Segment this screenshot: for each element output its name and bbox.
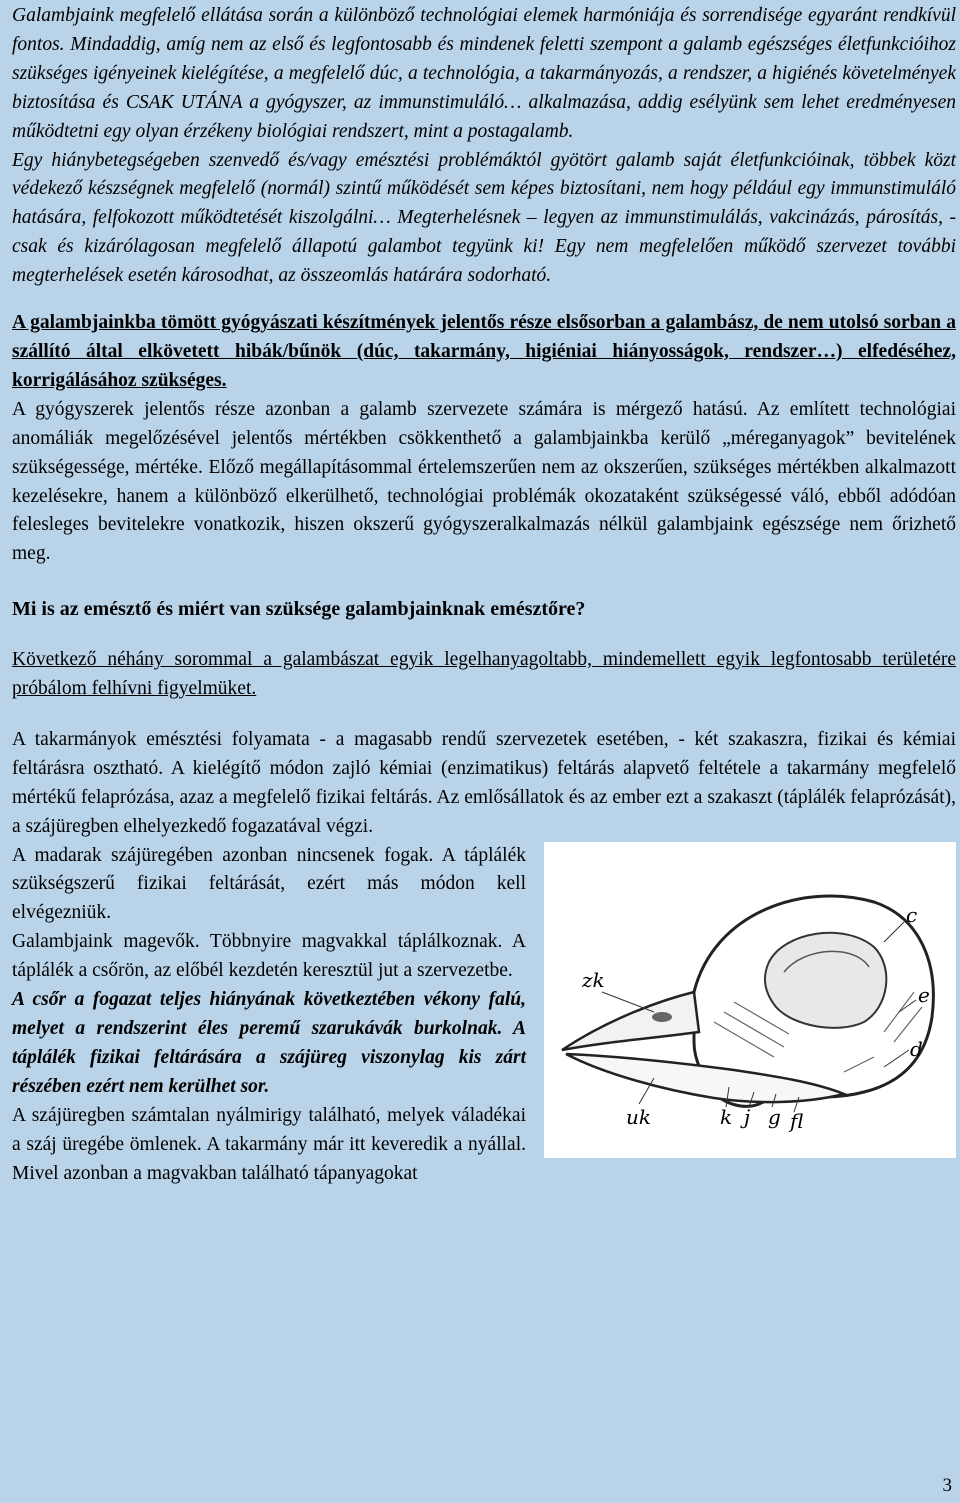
label-uk: uk	[626, 1104, 651, 1129]
toxicity-paragraph: A gyógyszerek jelentős része azonban a galamb szervezete számára is mérgező hatású. Az említett technológiai anomáliák megelőzésével jelentős mértékben csökkenthető a galambjainkba kerülő „méreganyagok” bevitelének szükségessége, mértéke. Előző megállapításommal értelemszerűen nem az okszerűen, szükséges mértékben alkalmazott kezelésekre, hanem a különböző elkerülhető, technológiai problémák okozataként szükségessé váló, ebből adódóan felesleges bevitelekre vonatkozik, hiszen okszerű gyógyszeralkalmazás nélkül galambjaink egészsége nem őrizhető meg.	[12, 398, 956, 565]
intro-underlined-paragraph: Következő néhány sorommal a galambászat egyik legelhanyagoltabb, mindemellett egyik legfontosabb területére próbálom felhívni figyelmüket.	[12, 649, 956, 700]
label-k: k	[720, 1104, 733, 1129]
digestion-paragraph: A takarmányok emésztési folyamata - a magasabb rendű szervezetek esetében, - két szakaszra, fizikai és kémiai feltárásra osztható. A kielégítő módon zajló kémiai (enzimatikus) feltárás alapvető feltétele a takarmány megfelelő mértékű felaprózása, azaz a megfelelő fizikai feltárás. Az emlősállatok és az ember ezt a szakaszt (táplálék felaprózását), a szájüregben elhelyezkedő fogazatával végzi.	[12, 728, 956, 837]
pigeon-skull-illustration	[544, 842, 956, 1158]
birds-teeth-paragraph: A madarak szájüregében azonban nincsenek fogak. A táplálék szükségszerű fizikai feltárását, ezért más módon kell elvégezniük.	[12, 844, 526, 924]
intro-paragraph: Galambjaink megfelelő ellátása során a különböző technológiai elemek harmóniája és sorrendisége egyaránt rendkívül fontos. Mindaddig, amíg nem az első és legfontosabb és mindenek feletti szempont a galamb egészséges életfunkcióihoz szükséges igényeinek kielégítése, a megfelelő dúc, a technológia, a takarmányozás, a rendszer, a higiénés követelmények biztosítása és CSAK UTÁNA a gyógyszer, az immunstimuláló… alkalmazása, addig esélyünk sem lehet eredményesen működtetni egy olyan érzékeny biológiai rendszert, mint a postagalamb.	[12, 5, 956, 142]
label-fl: fl	[790, 1108, 804, 1133]
deficiency-paragraph: Egy hiánybetegségeben szenvedő és/vagy emésztési problémáktól gyötört galamb saját életfunkcióinak, többek közt védekező készségnek megfelelő (normál) szintű működését sem képes biztosítani, nem hogy például egy immunstimuláló hatására, felfokozott működtetését kiszolgálni… Megterhelésnek – legyen az immunstimulálás, vakcinázás, párosítás, - csak és kizárólagosan megfelelő állapotú galambot tegyünk ki! Egy nem megfelelően működő szervezet további megterhelések esetén károsodhat, az összeomlás határára sodorható.	[12, 149, 956, 287]
seed-eaters-paragraph: Galambjaink magevők. Többnyire magvakkal táplálkoznak. A táplálék a csőrön, az előbél kezdetén keresztül jut a szervezetbe.	[12, 931, 526, 982]
label-d: d	[910, 1036, 923, 1061]
document-page	[12, 2, 956, 1188]
label-e: e	[918, 982, 930, 1007]
beak-structure-paragraph: A csőr a fogazat teljes hiányának következtében vékony falú, melyet a rendszerint éles peremű szarukávák burkolnak. A táplálék fizikai feltárására a szájüreg viszonylag kis zárt részében ezért nem kerülhet sor.	[12, 989, 526, 1097]
section-heading: Mi is az emésztő és miért van szüksége galambjainknak emésztőre?	[12, 598, 586, 621]
page-number: 3	[942, 1475, 952, 1496]
label-c: c	[906, 902, 918, 927]
label-g: g	[768, 1104, 781, 1129]
label-zk: zk	[582, 967, 605, 992]
medication-emphasis-paragraph: A galambjainkba tömött gyógyászati készítmények jelentős része elsősorban a galambász, de nem utolsó sorban a szállító által elkövetett hibák/bűnök (dúc, takarmány, higiéniai hiányosságok, rendszer…) elfedéséhez, korrigálásához szükséges.	[12, 312, 956, 391]
salivary-paragraph: A szájüregben számtalan nyálmirigy található, melyek váladékai a száj üregébe ömlenek. A takarmány már itt keveredik a nyállal. Mivel azonban a magvakban található tápanyagokat	[12, 1104, 526, 1184]
skull-drawing	[544, 842, 956, 1158]
label-j: j	[744, 1104, 751, 1129]
